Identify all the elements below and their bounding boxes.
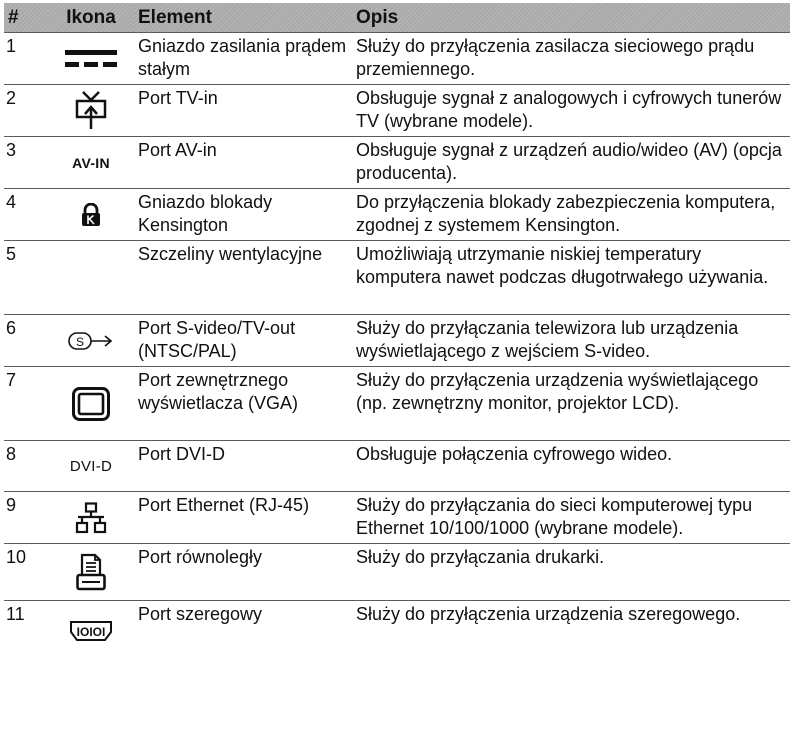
element-description: Służy do przyłączania drukarki. [352,544,790,601]
av-in-icon: AV-IN [72,154,110,171]
vga-display-icon [72,387,110,421]
element-name: Port DVI-D [134,441,352,492]
element-description: Umożliwiają utrzymanie niskiej temperatury komputera nawet podczas długotrwałego używania. [352,241,790,315]
kensington-lock-icon [81,203,101,227]
table-row [4,189,790,241]
element-description: Obsługuje połączenia cyfrowego wideo. [352,441,790,492]
table-row [4,241,790,315]
row-number: 11 [4,601,48,660]
row-number: 1 [6,36,17,56]
header-element: Element [134,3,352,33]
element-description: Służy do przyłączenia urządzenia szeregowego. [352,601,790,660]
header-num: # [4,3,48,33]
table-row [4,441,790,492]
row-number: 7 [4,367,48,441]
element-name: Port Ethernet (RJ-45) [134,492,352,544]
element-description: Obsługuje sygnał z urządzeń audio/wideo (AV) (opcja producenta). [352,137,790,189]
table-row [4,85,790,137]
svg-text:S: S [75,335,85,350]
element-name: Port AV-in [134,137,352,189]
row-number: 6 [4,315,48,367]
header-icon: Ikona [48,3,134,33]
s-video-icon [68,331,114,351]
header-description: Opis [352,3,790,33]
table-row [4,33,790,85]
element-description: Obsługuje sygnał z analogowych i cyfrowych tunerów TV (wybrane modele). [352,85,790,137]
table-row [4,137,790,189]
svg-text:IOIOI: IOIOI [76,624,106,639]
row-number: 3 [4,137,48,189]
dc-power-icon [65,47,117,71]
row-number: 10 [4,544,48,601]
element-description: Służy do przyłączenia zasilacza sieciowego prądu przemiennego. [356,36,755,79]
table-header-row [4,3,790,33]
element-name: Port równoległy [134,544,352,601]
row-number: 5 [4,241,48,315]
element-description: Służy do przyłączenia urządzenia wyświetlającego (np. zewnętrzny monitor, projektor LCD). [352,367,790,441]
element-name: Port TV-in [134,85,352,137]
printer-parallel-icon [76,553,106,591]
element-name: Gniazdo zasilania prądem stałym [138,36,347,79]
ethernet-network-icon [75,502,107,534]
element-name: Port szeregowy [134,601,352,660]
element-description: Do przyłączenia blokady zabezpieczenia komputera, zgodnej z systemem Kensington. [352,189,790,241]
element-name: Gniazdo blokady Kensington [134,189,352,241]
element-description: Służy do przyłączania telewizora lub urządzenia wyświetlającego z wejściem S-video. [352,315,790,367]
empty-icon-cell [48,241,134,315]
ports-table [4,3,790,660]
element-description: Służy do przyłączania do sieci komputerowej typu Ethernet 10/100/1000 (wybrane modele). [352,492,790,544]
row-number: 9 [4,492,48,544]
dvi-d-icon: DVI-D [69,458,113,475]
row-number: 4 [4,189,48,241]
row-number: 8 [4,441,48,492]
element-name: Port zewnętrznego wyświetlacza (VGA) [134,367,352,441]
table-row [4,315,790,367]
table-row [4,367,790,441]
element-name: Port S-video/TV-out (NTSC/PAL) [134,315,352,367]
table-row [4,492,790,544]
tv-in-icon [75,91,107,131]
table-row [4,601,790,660]
table-row [4,544,790,601]
row-number: 2 [4,85,48,137]
element-name: Szczeliny wentylacyjne [134,241,352,315]
serial-port-icon [69,620,113,642]
